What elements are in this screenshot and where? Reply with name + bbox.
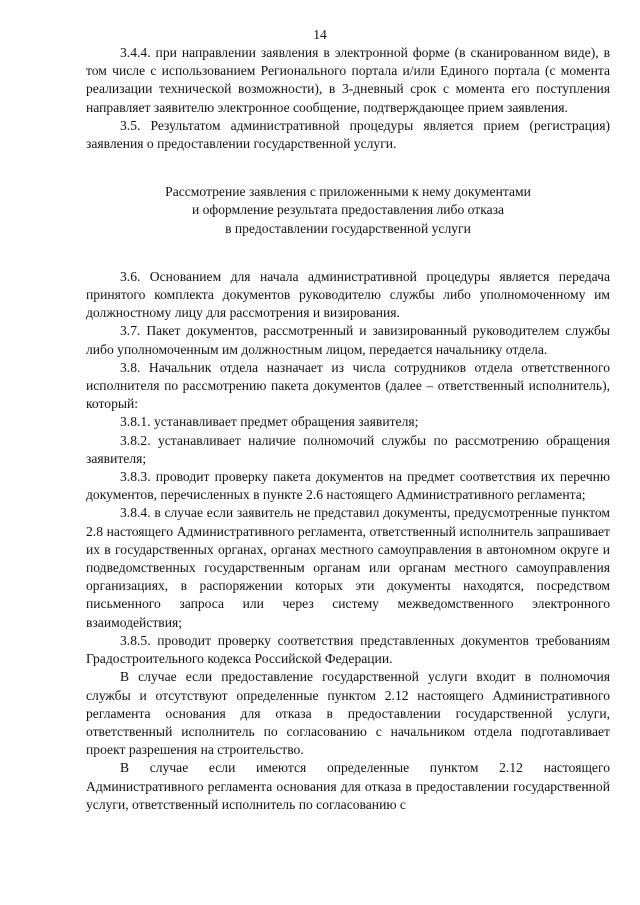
paragraph-3-8-3: 3.8.3. проводит проверку пакета документов на предмет соответствия их перечню документов, перечисленных в пункте 2.6 настоящего Административного регламента;	[86, 469, 610, 503]
section-heading	[86, 183, 610, 238]
section-heading-line: в предоставлении государственной услуги	[225, 220, 471, 236]
section-heading-line: и оформление результата предоставления либо отказа	[191, 202, 505, 218]
paragraph-case-no-grounds: В случае если предоставление государственной услуги входит в полномочия службы и отсутствуют определенные пунктом 2.12 настоящего Административного регламента основания для отказа в предоставлении государственной услуги, ответственный исполнитель по согласованию с начальником отдела подготавливает проект разрешения на строительство.	[86, 669, 610, 758]
paragraph-3-5: 3.5. Результатом административной процедуры является прием (регистрация) заявления о предоставлении государственной услуги.	[86, 117, 610, 152]
paragraph-3-8: 3.8. Начальник отдела назначает из числа сотрудников отдела ответственного исполнителя по рассмотрению пакета документов (далее – ответственный исполнитель), который:	[86, 359, 610, 412]
paragraph-3-8-2: 3.8.2. устанавливает наличие полномочий службы по рассмотрению обращения заявителя;	[86, 432, 610, 466]
page-number: 14	[313, 27, 327, 42]
paragraph-3-8-1: 3.8.1. устанавливает предмет обращения заявителя;	[120, 414, 419, 430]
paragraph-3-4-4: 3.4.4. при направлении заявления в электронной форме (в сканированном виде), в том числе с использованием Регионального портала и/или Единого портала (с момента реализации технической возможности), в 3-дневный срок с момента его поступления направляет заявителю электронное сообщение, подтверждающее прием заявления.	[86, 45, 610, 115]
paragraph-3-8-5: 3.8.5. проводит проверку соответствия представленных документов требованиям Градостроительного кодекса Российской Федерации.	[86, 632, 610, 667]
paragraph-3-7: 3.7. Пакет документов, рассмотренный и завизированный руководителем службы либо уполномоченным им должностным лицом, передается начальнику отдела.	[86, 323, 610, 357]
paragraph-3-6: 3.6. Основанием для начала административной процедуры является передача принятого комплекта документов руководителю службы либо уполномоченному им должностному лицу для рассмотрения и визирования.	[86, 268, 610, 321]
paragraph-3-8-4: 3.8.4. в случае если заявитель не представил документы, предусмотренные пунктом 2.8 настоящего Административного регламента, ответственный исполнитель запрашивает их в государственных органах, органах местного самоуправления в автономном округе и подведомственных государственным органам или органам местного самоуправления организациях, в распоряжении которых эти документы находятся, посредством письменного запроса или через систему межведомственного электронного взаимодействия;	[86, 505, 610, 630]
section-heading-line: Рассмотрение заявления с приложенными к нему документами	[165, 184, 531, 200]
paragraph-case-grounds: В случае если имеются определенные пунктом 2.12 настоящего Административного регламента основания для отказа в предоставлении государственной услуги, ответственный исполнитель по согласованию с	[86, 760, 610, 812]
document-body	[86, 44, 610, 814]
